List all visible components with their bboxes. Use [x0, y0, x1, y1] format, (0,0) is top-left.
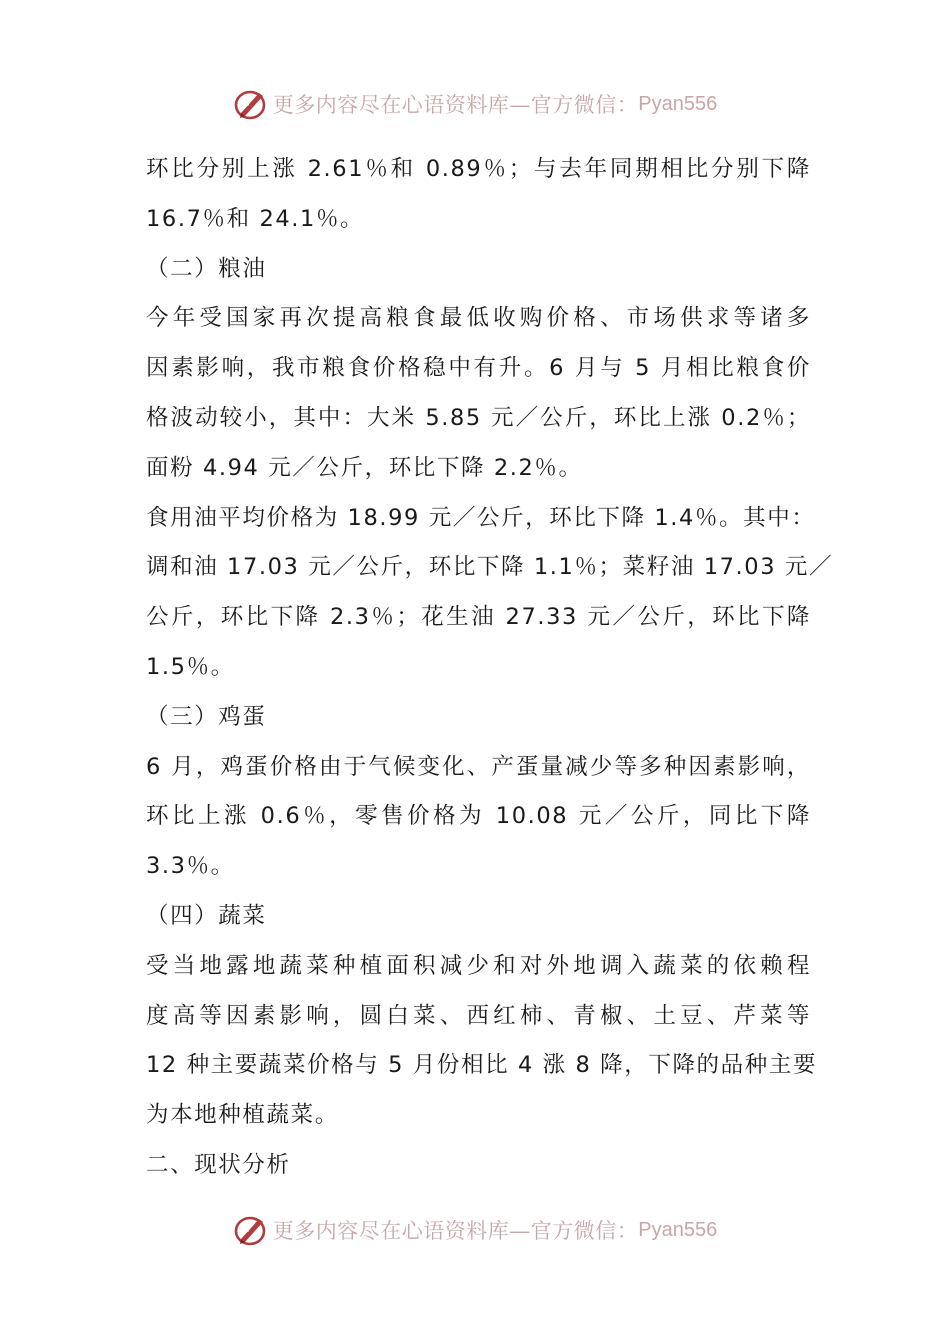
text-line: 面粉 4.94 元／公斤，环比下降 2.2％。 — [146, 454, 583, 481]
pen-logo-icon — [233, 86, 269, 122]
text-line: 度高等因素影响，圆白菜、西红柿、青椒、土豆、芹菜等 — [146, 1002, 811, 1029]
text-line: 因素影响，我市粮食价格稳中有升。6 月与 5 月相比粮食价 — [146, 355, 811, 382]
footer-watermark-id: Pyan556 — [638, 1218, 718, 1241]
footer-watermark — [0, 1210, 950, 1250]
pen-logo-icon — [233, 1212, 269, 1248]
text-line: 今年受国家再次提高粮食最低收购价格、市场供求等诸多 — [146, 305, 811, 332]
text-line: 格波动较小，其中：大米 5.85 元／公斤，环比上涨 0.2％； — [146, 404, 811, 431]
header-watermark-id: Pyan556 — [638, 92, 718, 115]
section-heading-eggs: （三）鸡蛋 — [146, 703, 267, 730]
document-body — [146, 145, 834, 1191]
text-line: 受当地露地蔬菜种植面积减少和对外地调入蔬菜的依赖程 — [146, 952, 811, 979]
text-line: 3.3％。 — [146, 853, 235, 880]
text-line: 食用油平均价格为 18.99 元／公斤，环比下降 1.4％。其中： — [146, 504, 816, 531]
text-line: 12 种主要蔬菜价格与 5 月份相比 4 涨 8 降，下降的品种主要 — [146, 1052, 818, 1079]
text-line: 环比分别上涨 2.61％和 0.89％；与去年同期相比分别下降 — [146, 156, 811, 182]
text-line: 环比上涨 0.6％，零售价格为 10.08 元／公斤，同比下降 — [146, 803, 811, 830]
section-heading-status-analysis: 二、现状分析 — [146, 1151, 291, 1178]
footer-watermark-text: 更多内容尽在心语资料库—官方微信： — [272, 1219, 639, 1243]
text-line: 公斤，环比下降 2.3％；花生油 27.33 元／公斤，环比下降 — [146, 604, 811, 631]
text-line: 为本地种植蔬菜。 — [146, 1102, 339, 1129]
header-watermark — [0, 84, 950, 124]
text-line: 调和油 17.03 元／公斤，环比下降 1.1％；菜籽油 17.03 元／ — [146, 554, 834, 581]
text-line: 6 月，鸡蛋价格由于气候变化、产蛋量减少等多种因素影响， — [146, 753, 811, 780]
text-line: 1.5％。 — [146, 653, 235, 680]
header-watermark-text: 更多内容尽在心语资料库—官方微信： — [272, 93, 639, 117]
section-heading-grain-oil: （二）粮油 — [146, 255, 267, 282]
text-line: 16.7％和 24.1％。 — [146, 205, 365, 232]
section-heading-vegetables: （四）蔬菜 — [146, 902, 267, 929]
